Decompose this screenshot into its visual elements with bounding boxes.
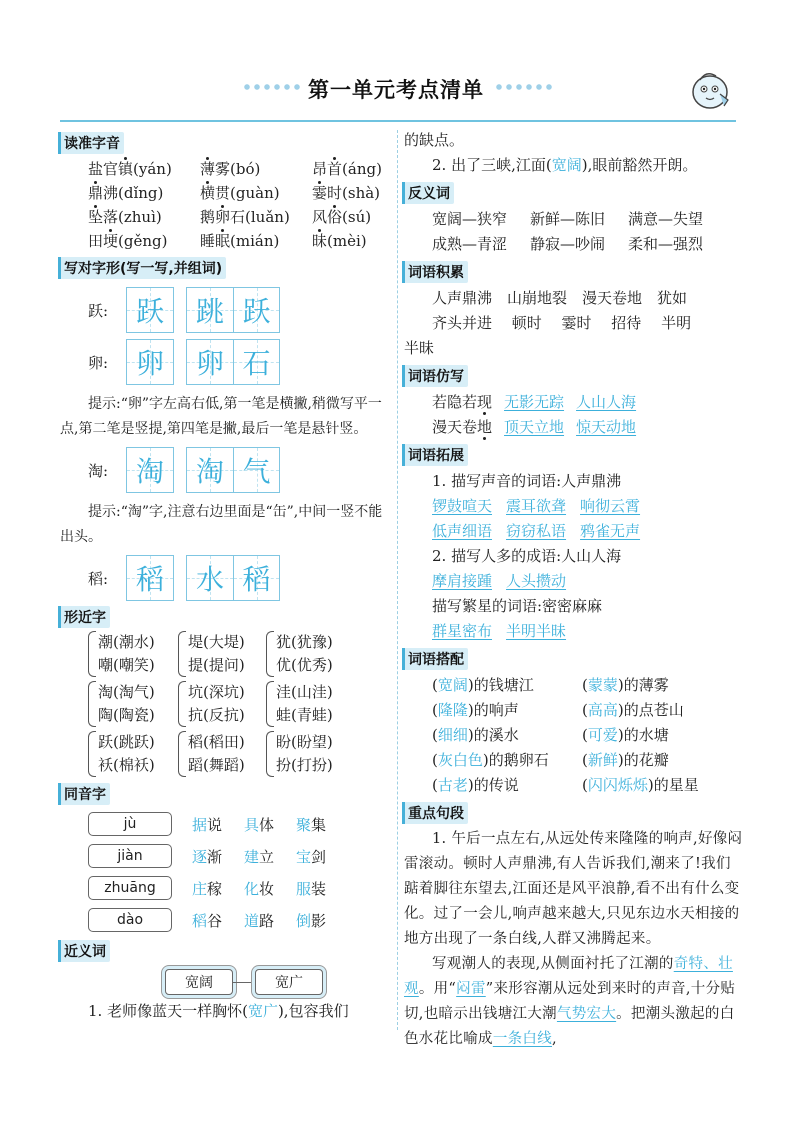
read-item (312, 205, 416, 229)
pinyin-box: jù (88, 812, 172, 836)
tian-box-double (186, 555, 280, 601)
read-dotted-char: 镇 (118, 160, 134, 178)
read-pinyin: (mèi) (327, 232, 367, 250)
extend-answers-3 (404, 569, 744, 594)
brace-icon (88, 681, 96, 727)
tian-cell (233, 448, 279, 492)
similar-group (178, 681, 266, 727)
read-dotted-char: 薄 (200, 160, 216, 178)
read-dotted-char: 首 (327, 160, 343, 178)
section-title-synonym: 近义词 (60, 940, 110, 962)
extend-line-1: 1. 描写声音的词语:人声鼎沸 (432, 472, 622, 490)
homophone-word (192, 910, 244, 931)
extend-answer: 窃窃私语 (506, 522, 567, 540)
tian-cell (127, 288, 173, 332)
antonym-pair: 新鲜—陈旧 (530, 210, 606, 228)
brace-icon (178, 681, 186, 727)
homophone-rest: 路 (259, 911, 275, 930)
similar-pair (98, 681, 155, 727)
match-row (404, 748, 744, 773)
homophone-rest: 稼 (207, 879, 223, 898)
tian-char: 稻 (242, 563, 271, 596)
similar-word: 洼(山洼) (276, 683, 333, 701)
tian-cell (127, 448, 173, 492)
match-item: (古老)的传说 (432, 776, 519, 794)
tian-char: 卵 (195, 347, 224, 380)
read-pinyin: 时(shà) (327, 184, 381, 202)
match-text: 的传说 (473, 776, 519, 794)
antonym-pair: 静寂—吵闹 (530, 235, 606, 253)
tian-char: 跳 (195, 295, 224, 328)
write-row (88, 554, 388, 602)
match-item: (宽阔)的钱塘江 (432, 676, 534, 694)
section-title-write: 写对字形(写一写,并组词) (60, 257, 226, 279)
homophone-char: 据 (192, 815, 208, 834)
match-answer: 细细 (437, 726, 468, 744)
tian-char: 跃 (135, 295, 164, 328)
extend-answer: 锣鼓喧天 (432, 497, 493, 515)
match-item: (闪闪烁烁)的星星 (582, 776, 699, 794)
tian-char: 卵 (135, 347, 164, 380)
tian-cell (187, 340, 233, 384)
homophone-row (60, 840, 388, 872)
read-pinyin: (gěng) (118, 232, 168, 250)
key-analysis: 写观潮人的表现,从侧面衬托了江潮的奇特、壮观。用“闷雷”来形容潮从远处到来时的声音,十分贴切,也暗示出钱塘江大潮气势宏大。把潮头激起的白色水花比喻成一条白线, (404, 956, 736, 1047)
read-pronunciation-grid (60, 157, 388, 253)
column-divider (397, 130, 398, 1030)
similar-group (178, 731, 266, 777)
synonym-pair (60, 969, 388, 995)
tian-char: 水 (195, 563, 224, 596)
extend-answers-1 (404, 494, 744, 519)
page-header (0, 70, 793, 110)
match-answer: 可爱 (587, 726, 618, 744)
pinyin-box: jiàn (88, 844, 172, 868)
similar-pair (98, 631, 155, 677)
synonym-word-b: 宽广 (255, 969, 323, 995)
accum-line-1: 人声鼎沸 山崩地裂 漫天卷地 犹如 (432, 289, 688, 307)
match-text: 的鹅卵石 (488, 751, 549, 769)
tian-cell (233, 288, 279, 332)
homophone-char: 具 (244, 815, 260, 834)
similar-group (266, 731, 366, 777)
antonym-list (404, 207, 744, 257)
homophone-row (60, 808, 388, 840)
read-item (312, 229, 416, 253)
section-title-similar: 形近字 (60, 606, 110, 628)
match-text: 的水塘 (623, 726, 669, 744)
match-item: (灰白色)的鹅卵石 (432, 751, 549, 769)
read-dotted-char: 眠 (215, 232, 231, 250)
homophone-word (244, 846, 296, 867)
extend-answer: 响彻云霄 (580, 497, 641, 515)
similar-word: 优(优秀) (276, 656, 333, 674)
tian-char: 淘 (135, 455, 164, 488)
match-text: 的溪水 (473, 726, 519, 744)
header-rule (60, 120, 736, 122)
read-pinyin: 雾(bó) (215, 160, 261, 178)
match-answer: 古老 (437, 776, 468, 794)
similar-pair (188, 681, 245, 727)
read-item (88, 181, 200, 205)
match-answer: 高高 (587, 701, 618, 719)
match-item: (新鲜)的花瓣 (582, 751, 669, 769)
match-answer: 蒙蒙 (587, 676, 618, 694)
write-tip: 提示:“卵”字左高右低,第一笔是横撇,稍微写平一点,第二笔是竖提,第四笔是撇,最后一笔是悬针竖。 (60, 396, 382, 437)
similar-word: 扮(打扮) (276, 756, 333, 774)
brace-icon (266, 631, 274, 677)
synonym-sentence-1: 1. 老师像蓝天一样胸怀(宽广),包容我们 (88, 1002, 349, 1020)
homophone-word (244, 878, 296, 899)
synonym-word-a: 宽阔 (165, 969, 233, 995)
tian-box-single (126, 339, 174, 385)
similar-word: 堤(大堤) (188, 633, 245, 651)
section-title-imitate: 词语仿写 (404, 365, 468, 387)
extend-answer: 人头攒动 (506, 572, 567, 590)
write-row (88, 446, 388, 494)
match-answer: 宽阔 (437, 676, 468, 694)
imitate-q: 漫天卷 (432, 418, 478, 436)
tian-cell (187, 288, 233, 332)
homophone-char: 庄 (192, 879, 208, 898)
read-dotted-char: 俗 (327, 208, 343, 226)
decor-dots-right (494, 83, 554, 91)
read-dotted-char: 横 (200, 184, 216, 202)
similar-word: 潮(潮水) (98, 633, 155, 651)
read-item (312, 157, 416, 181)
read-dotted-char: 埂 (103, 232, 119, 250)
tian-char: 气 (242, 455, 271, 488)
homophone-word (296, 878, 348, 899)
extend-line-3: 描写繁星的词语:密密麻麻 (432, 597, 603, 615)
synonym-sentence-1-cont: 的缺点。 (404, 131, 465, 149)
tian-box-single (126, 555, 174, 601)
read-dotted-char: 霎 (312, 184, 328, 202)
tian-char: 石 (242, 347, 271, 380)
match-text: 的星星 (653, 776, 699, 794)
match-row (404, 673, 744, 698)
extend-answer: 震耳欲聋 (506, 497, 567, 515)
read-item (200, 181, 312, 205)
read-item (200, 205, 312, 229)
synonym-link (233, 982, 255, 983)
homophone-char: 建 (244, 847, 260, 866)
imitate-answer: 人山人海 (576, 393, 637, 411)
match-text: 的花瓣 (623, 751, 669, 769)
tian-cell (127, 556, 173, 600)
read-item (88, 205, 200, 229)
read-pre: 鹅 (200, 208, 216, 226)
decor-dots-left (242, 83, 302, 91)
similar-characters-grid (60, 631, 388, 777)
imitate-row (404, 415, 744, 440)
similar-group (88, 731, 178, 777)
similar-group (88, 631, 178, 677)
read-dotted-char: 鼎 (88, 184, 104, 202)
write-row (88, 286, 388, 334)
brace-icon (88, 731, 96, 777)
tian-box-single (126, 447, 174, 493)
match-row (404, 698, 744, 723)
tian-box-double (186, 287, 280, 333)
homophone-rest: 渐 (207, 847, 223, 866)
similar-word: 蛙(青蛙) (276, 706, 333, 724)
similar-group (178, 631, 266, 677)
read-pinyin: (áng) (342, 160, 382, 178)
extend-answer: 半明半昧 (506, 622, 567, 640)
antonym-pair: 成熟—青涩 (432, 235, 508, 253)
homophone-char: 宝 (296, 847, 312, 866)
extend-answer: 低声细语 (432, 522, 493, 540)
imitate-answer: 顶天立地 (504, 418, 565, 436)
similar-word: 蹈(舞蹈) (188, 756, 245, 774)
homophone-word (244, 910, 296, 931)
similar-word: 抗(反抗) (188, 706, 245, 724)
write-row (88, 338, 388, 386)
extend-answers-4 (404, 619, 744, 644)
similar-pair (188, 731, 245, 777)
homophone-char: 逐 (192, 847, 208, 866)
write-tip: 提示:“淘”字,注意右边里面是“缶”,中间一竖不能出头。 (60, 504, 383, 545)
synonym-sentence-2: 2. 出了三峡,江面(宽阔),眼前豁然开朗。 (432, 156, 698, 174)
imitate-list (404, 390, 744, 440)
antonym-pair: 宽阔—狭窄 (432, 210, 508, 228)
tian-cell (127, 340, 173, 384)
read-pre: 风 (312, 208, 328, 226)
homophone-rest: 影 (311, 911, 327, 930)
section-title-read: 读准字音 (60, 132, 124, 154)
homophone-char: 聚 (296, 815, 312, 834)
homophone-char: 服 (296, 879, 312, 898)
read-pinyin: (mián) (230, 232, 280, 250)
match-answer: 灰白色 (437, 751, 483, 769)
homophone-word (192, 846, 244, 867)
brace-icon (178, 731, 186, 777)
read-dotted-char: 昧 (312, 232, 328, 250)
similar-word: 犹(犹豫) (276, 633, 333, 651)
tian-cell (187, 556, 233, 600)
similar-group (88, 681, 178, 727)
similar-word: 跃(跳跃) (98, 733, 155, 751)
section-title-homophone: 同音字 (60, 783, 110, 805)
read-pinyin: (sú) (342, 208, 372, 226)
imitate-answer: 惊天动地 (576, 418, 637, 436)
homophone-word (244, 814, 296, 835)
read-item (88, 229, 200, 253)
tian-cell (187, 448, 233, 492)
imitate-q-dot: 现 (477, 393, 493, 411)
right-column (404, 128, 744, 1052)
imitate-q: 若隐若 (432, 393, 478, 411)
homophone-word (192, 814, 244, 835)
accum-line-2: 齐头并进 顿时 霎时 招待 半明 (432, 314, 692, 332)
match-answer: 新鲜 (587, 751, 618, 769)
tian-char: 跃 (242, 295, 271, 328)
homophone-rest: 装 (311, 879, 327, 898)
match-text: 的薄雾 (623, 676, 669, 694)
match-list (404, 673, 744, 798)
match-text: 的响声 (473, 701, 519, 719)
read-item (312, 181, 416, 205)
homophone-char: 道 (244, 911, 260, 930)
write-label: 卵: (88, 353, 109, 372)
imitate-answer: 无影无踪 (504, 393, 565, 411)
antonym-pair: 柔和—强烈 (628, 235, 704, 253)
brace-icon (88, 631, 96, 677)
match-item: (隆隆)的响声 (432, 701, 519, 719)
antonym-pair: 满意—失望 (628, 210, 704, 228)
write-characters-area (60, 286, 388, 602)
read-pinyin: 贯(guàn) (215, 184, 280, 202)
extend-answer: 鸦雀无声 (580, 522, 641, 540)
read-pinyin: 石(luǎn) (230, 208, 290, 226)
homophone-row (60, 872, 388, 904)
brace-icon (266, 681, 274, 727)
match-row (404, 773, 744, 798)
read-pre: 睡 (200, 232, 216, 250)
homophone-word (296, 846, 348, 867)
similar-word: 陶(陶瓷) (98, 706, 155, 724)
match-item: (细细)的溪水 (432, 726, 519, 744)
read-pinyin: 落(zhuì) (103, 208, 162, 226)
similar-word: 盼(盼望) (276, 733, 333, 751)
similar-word: 坑(深坑) (188, 683, 245, 701)
similar-word: 淘(淘气) (98, 683, 155, 701)
section-title-key: 重点句段 (404, 802, 468, 824)
homophone-rest: 立 (259, 847, 275, 866)
homophone-row (60, 904, 388, 936)
similar-pair (188, 631, 245, 677)
left-column (60, 128, 388, 1024)
similar-word: 提(提问) (188, 656, 245, 674)
match-item: (可爱)的水塘 (582, 726, 669, 744)
antonym-row (404, 207, 744, 232)
similar-pair (276, 631, 333, 677)
tian-cell (233, 556, 279, 600)
similar-group (266, 681, 366, 727)
homophone-char: 化 (244, 879, 260, 898)
write-label: 稻: (88, 569, 109, 588)
match-item: (高高)的点苍山 (582, 701, 684, 719)
match-text: 的钱塘江 (473, 676, 534, 694)
similar-group (266, 631, 366, 677)
read-item (88, 157, 200, 181)
homophone-char: 稻 (192, 911, 208, 930)
match-row (404, 723, 744, 748)
extend-answer: 摩肩接踵 (432, 572, 493, 590)
homophone-rest: 体 (259, 815, 275, 834)
antonym-row (404, 232, 744, 257)
homophone-list (60, 808, 388, 936)
homophone-word (296, 910, 348, 931)
tian-cell (233, 340, 279, 384)
similar-pair (98, 731, 155, 777)
match-answer: 隆隆 (437, 701, 468, 719)
write-label: 淘: (88, 461, 109, 480)
section-title-antonym: 反义词 (404, 182, 454, 204)
tian-box-single (126, 287, 174, 333)
section-title-extend: 词语拓展 (404, 444, 468, 466)
extend-answers-2 (404, 519, 744, 544)
match-answer: 闪闪烁烁 (587, 776, 648, 794)
similar-word: 嘲(嘲笑) (98, 656, 155, 674)
similar-word: 稻(稻田) (188, 733, 245, 751)
similar-pair (276, 731, 333, 777)
extend-line-2: 2. 描写人多的成语:人山人海 (432, 547, 622, 565)
read-pre: 田 (88, 232, 104, 250)
tian-char: 稻 (135, 563, 164, 596)
read-pre: 昂 (312, 160, 328, 178)
imitate-row (404, 390, 744, 415)
read-pre: 盐官 (88, 160, 119, 178)
read-item (200, 157, 312, 181)
mascot-icon (686, 64, 734, 112)
read-dotted-char: 坠 (88, 208, 104, 226)
homophone-rest: 妆 (259, 879, 275, 898)
match-text: 的点苍山 (623, 701, 684, 719)
match-item: (蒙蒙)的薄雾 (582, 676, 669, 694)
tian-box-double (186, 339, 280, 385)
section-title-accum: 词语积累 (404, 261, 468, 283)
page-title: 第一单元考点清单 (308, 78, 484, 102)
homophone-word (296, 814, 348, 835)
pinyin-box: zhuāng (88, 876, 172, 900)
tian-char: 淘 (195, 455, 224, 488)
similar-word: 袄(棉袄) (98, 756, 155, 774)
read-dotted-char: 卵 (215, 208, 231, 226)
accum-line-3: 半昧 (404, 339, 435, 357)
brace-icon (178, 631, 186, 677)
homophone-rest: 谷 (207, 911, 223, 930)
section-title-match: 词语搭配 (404, 648, 468, 670)
similar-pair (276, 681, 333, 727)
homophone-char: 倒 (296, 911, 312, 930)
imitate-q-dot: 地 (477, 418, 493, 436)
tian-box-double (186, 447, 280, 493)
homophone-rest: 剑 (311, 847, 327, 866)
write-label: 跃: (88, 301, 109, 320)
read-item (200, 229, 312, 253)
read-pinyin: 沸(dǐng) (103, 184, 164, 202)
brace-icon (266, 731, 274, 777)
key-passage-1: 1. 午后一点左右,从远处传来隆隆的响声,好像闷雷滚动。顿时人声鼎沸,有人告诉我们,潮来了!我们踮着脚往东望去,江面还是风平浪静,看不出有什么变化。过了一会儿,响声越来越大,只见东边水天相接的地方出现了一条白线,人群又沸腾起来。 (404, 831, 743, 947)
read-pinyin: (yán) (133, 160, 172, 178)
homophone-word (192, 878, 244, 899)
pinyin-box: dào (88, 908, 172, 932)
homophone-rest: 说 (207, 815, 223, 834)
homophone-rest: 集 (311, 815, 327, 834)
extend-answer: 群星密布 (432, 622, 493, 640)
